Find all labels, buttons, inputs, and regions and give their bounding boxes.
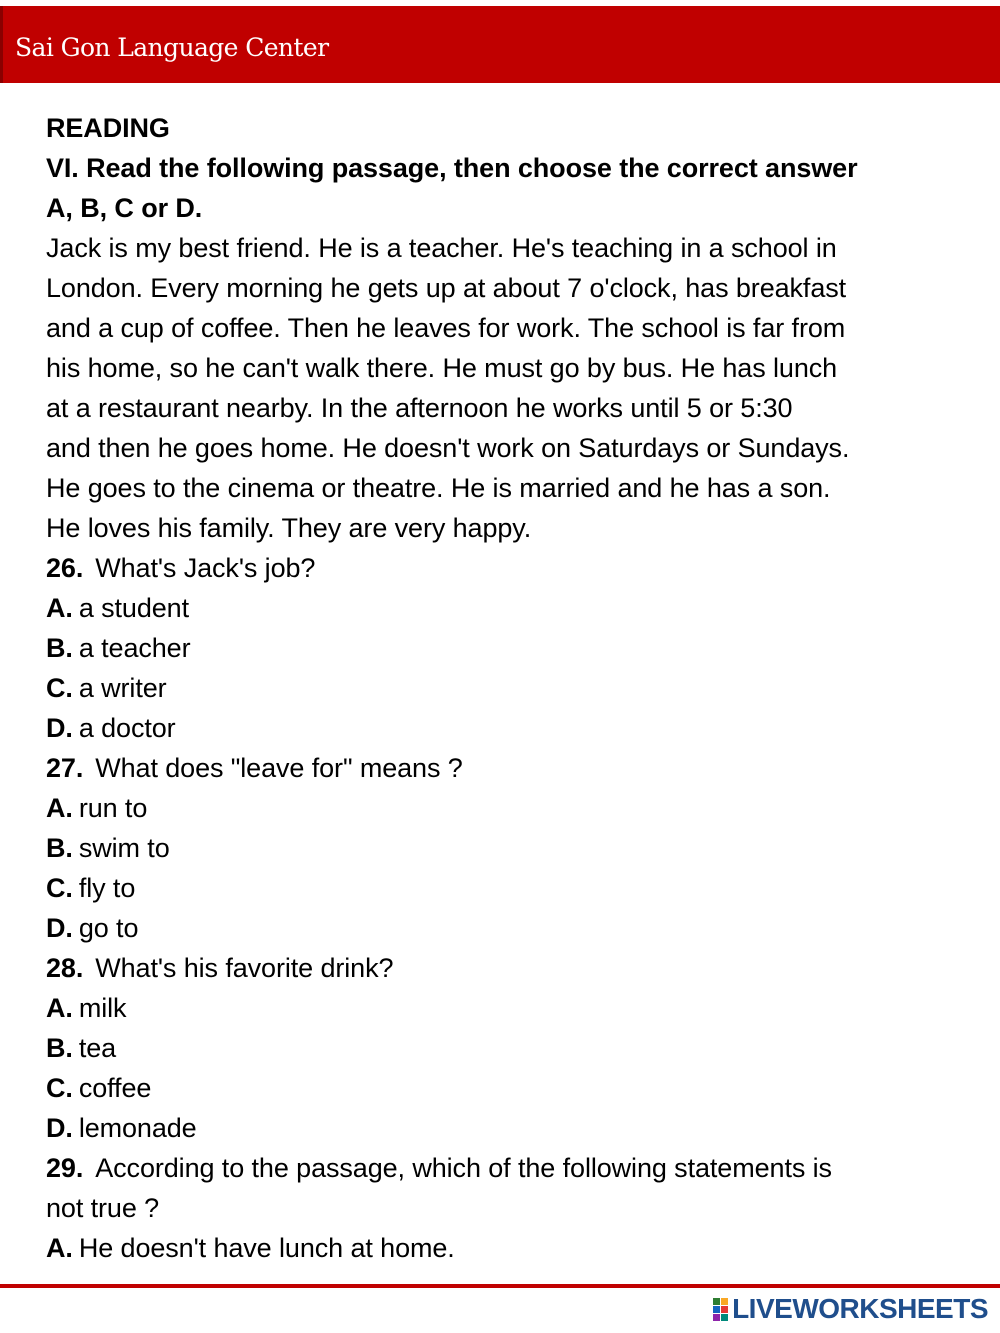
answer-option[interactable] [46, 788, 976, 828]
question-line [46, 1148, 976, 1188]
option-text: tea [78, 1033, 117, 1063]
question-number: 26. [46, 553, 84, 583]
passage-line: his home, so he can't walk there. He must go by bus. He has lunch [46, 353, 838, 383]
answer-option[interactable] [46, 1228, 976, 1268]
option-text: run to [78, 793, 148, 823]
question-line [46, 948, 976, 988]
logo-text: LIVEWORKSHEETS [732, 1293, 988, 1324]
option-letter: D. [46, 1113, 73, 1143]
question-number: 27. [46, 753, 84, 783]
footer-divider [0, 1284, 1000, 1288]
instruction-line-1: VI. Read the following passage, then choose the correct answer [46, 153, 858, 183]
answer-option[interactable] [46, 908, 976, 948]
question-26 [46, 548, 976, 748]
option-letter: C. [46, 1073, 73, 1103]
question-line [46, 548, 976, 588]
worksheet-content [46, 108, 976, 1268]
option-letter: B. [46, 833, 73, 863]
header-bar [0, 6, 1000, 83]
option-letter: A. [46, 593, 73, 623]
reading-passage [46, 228, 976, 548]
question-27 [46, 748, 976, 948]
option-letter: D. [46, 913, 73, 943]
question-29 [46, 1148, 976, 1268]
liveworksheets-logo[interactable] [713, 1294, 988, 1324]
liveworksheets-logo-icon [713, 1298, 728, 1321]
passage-line: London. Every morning he gets up at about 7 o'clock, has breakfast [46, 273, 847, 303]
option-text: milk [78, 993, 127, 1023]
option-text: fly to [78, 873, 136, 903]
header-title: Sai Gon Language Center [15, 33, 329, 62]
option-text: lemonade [78, 1113, 197, 1143]
instruction-line-2: A, B, C or D. [46, 193, 203, 223]
option-letter: D. [46, 713, 73, 743]
passage-line: Jack is my best friend. He is a teacher. He's teaching in a school in [46, 233, 837, 263]
option-letter: A. [46, 793, 73, 823]
question-line [46, 748, 976, 788]
answer-option[interactable] [46, 1108, 976, 1148]
answer-option[interactable] [46, 828, 976, 868]
passage-line: He goes to the cinema or theatre. He is married and he has a son. [46, 473, 831, 503]
option-letter: A. [46, 993, 73, 1023]
option-text: a teacher [78, 633, 191, 663]
option-letter: C. [46, 873, 73, 903]
question-number: 29. [46, 1153, 84, 1183]
option-text: a doctor [78, 713, 176, 743]
question-28 [46, 948, 976, 1148]
passage-line: and a cup of coffee. Then he leaves for work. The school is far from [46, 313, 846, 343]
question-number: 28. [46, 953, 84, 983]
option-letter: B. [46, 1033, 73, 1063]
option-text: a writer [78, 673, 167, 703]
answer-option[interactable] [46, 668, 976, 708]
option-text: coffee [78, 1073, 152, 1103]
option-letter: A. [46, 1233, 73, 1263]
answer-option[interactable] [46, 1068, 976, 1108]
option-letter: C. [46, 673, 73, 703]
answer-option[interactable] [46, 628, 976, 668]
option-text: He doesn't have lunch at home. [78, 1233, 455, 1263]
option-text: a student [78, 593, 189, 623]
answer-option[interactable] [46, 588, 976, 628]
question-text: What's Jack's job? [95, 553, 316, 583]
passage-line: He loves his family. They are very happy. [46, 513, 532, 543]
section-heading: READING [46, 113, 170, 143]
option-text: go to [78, 913, 139, 943]
answer-option[interactable] [46, 708, 976, 748]
answer-option[interactable] [46, 868, 976, 908]
question-text: What's his favorite drink? [95, 953, 394, 983]
question-text: What does "leave for" means ? [95, 753, 463, 783]
answer-option[interactable] [46, 988, 976, 1028]
passage-line: and then he goes home. He doesn't work on Saturdays or Sundays. [46, 433, 850, 463]
question-text: According to the passage, which of the following statements is [95, 1153, 832, 1183]
passage-line: at a restaurant nearby. In the afternoon he works until 5 or 5:30 [46, 393, 793, 423]
answer-option[interactable] [46, 1028, 976, 1068]
option-text: swim to [78, 833, 170, 863]
option-letter: B. [46, 633, 73, 663]
question-text-continued: not true ? [46, 1193, 160, 1223]
